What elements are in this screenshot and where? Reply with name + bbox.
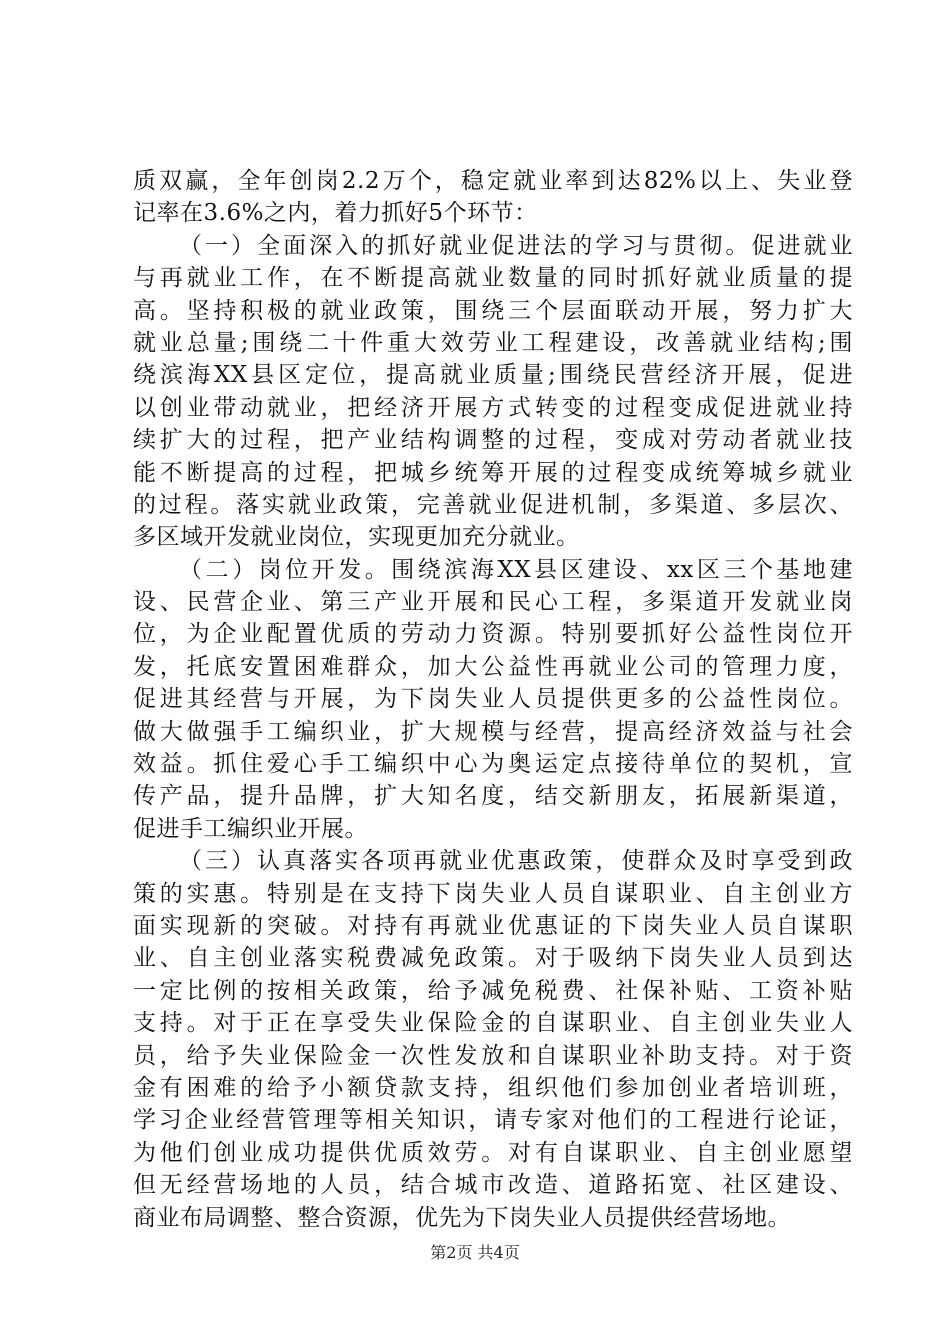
text-line: 面实现新的突破。对持有再就业优惠证的下岗失业人员自谋职 bbox=[133, 912, 853, 939]
paragraph bbox=[133, 845, 853, 1234]
text-line: 商业布局调整、整合资源，优先为下岗失业人员提供经营场地。 bbox=[133, 1204, 791, 1231]
text-line: 设、民营企业、第三产业开展和民心工程，多渠道开发就业岗 bbox=[133, 589, 853, 616]
text-line: 的过程。落实就业政策，完善就业促进机制，多渠道、多层次、 bbox=[133, 491, 853, 518]
text-line: 业、自主创业落实税费减免政策。对于吸纳下岗失业人员到达 bbox=[133, 945, 853, 972]
text-line: 以创业带动就业，把经济开展方式转变的过程变成促进就业持 bbox=[133, 394, 853, 421]
text-line: 为他们创业成功提供优质效劳。对有自谋职业、自主创业愿望 bbox=[133, 1139, 853, 1166]
text-line: 与再就业工作，在不断提高就业数量的同时抓好就业质量的提 bbox=[133, 265, 853, 292]
text-line: 做大做强手工编织业，扩大规模与经营，提高经济效益与社会 bbox=[133, 718, 853, 745]
text-line: 金有困难的给予小额贷款支持，组织他们参加创业者培训班， bbox=[133, 1074, 853, 1101]
paragraph bbox=[133, 554, 853, 846]
text-line: 但无经营场地的人员，结合城市改造、道路拓宽、社区建设、 bbox=[133, 1172, 853, 1199]
text-line: 记率在3.6%之内，着力抓好5个环节： bbox=[133, 200, 538, 227]
text-line: 效益。抓住爱心手工编织中心为奥运定点接待单位的契机，宣 bbox=[133, 751, 853, 778]
text-line: （一）全面深入的抓好就业促进法的学习与贯彻。促进就业 bbox=[179, 232, 853, 259]
text-line: 促进手工编织业开展。 bbox=[133, 815, 368, 842]
text-line: 策的实惠。特别是在支持下岗失业人员自谋职业、自主创业方 bbox=[133, 880, 853, 907]
text-line: 支持。对于正在享受失业保险金的自谋职业、自主创业失业人 bbox=[133, 1010, 853, 1037]
text-line: 位，为企业配置优质的劳动力资源。特别要抓好公益性岗位开 bbox=[133, 621, 853, 648]
text-line: （二）岗位开发。围绕滨海XX县区建设、xx区三个基地建 bbox=[179, 556, 853, 583]
text-line: 绕滨海XX县区定位，提高就业质量;围绕民营经济开展，促进 bbox=[133, 362, 853, 389]
page-footer: 第2页 共4页 bbox=[430, 1243, 520, 1262]
text-line: 传产品，提升品牌，扩大知名度，结交新朋友，拓展新渠道， bbox=[133, 783, 853, 810]
paragraph bbox=[133, 230, 853, 554]
document-body bbox=[133, 165, 853, 1234]
text-line: 促进其经营与开展，为下岗失业人员提供更多的公益性岗位。 bbox=[133, 686, 853, 713]
text-line: 就业总量;围绕二十件重大效劳业工程建设，改善就业结构;围 bbox=[133, 329, 853, 356]
text-line: 续扩大的过程，把产业结构调整的过程，变成对劳动者就业技 bbox=[133, 427, 853, 454]
text-line: 发，托底安置困难群众，加大公益性再就业公司的管理力度， bbox=[133, 653, 853, 680]
text-line: 多区域开发就业岗位，实现更加充分就业。 bbox=[133, 524, 580, 551]
text-line: 员，给予失业保险金一次性发放和自谋职业补助支持。对于资 bbox=[133, 1042, 853, 1069]
text-line: 高。坚持积极的就业政策，围绕三个层面联动开展，努力扩大 bbox=[133, 297, 853, 324]
text-line: 能不断提高的过程，把城乡统筹开展的过程变成统筹城乡就业 bbox=[133, 459, 853, 486]
text-line: 一定比例的按相关政策，给予减免税费、社保补贴、工资补贴 bbox=[133, 977, 853, 1004]
text-line: 学习企业经营管理等相关知识，请专家对他们的工程进行论证， bbox=[133, 1107, 853, 1134]
text-line: （三）认真落实各项再就业优惠政策，使群众及时享受到政 bbox=[179, 848, 853, 875]
paragraph bbox=[133, 165, 853, 230]
text-line: 质双赢，全年创岗2.2万个，稳定就业率到达82%以上、失业登 bbox=[133, 168, 853, 194]
